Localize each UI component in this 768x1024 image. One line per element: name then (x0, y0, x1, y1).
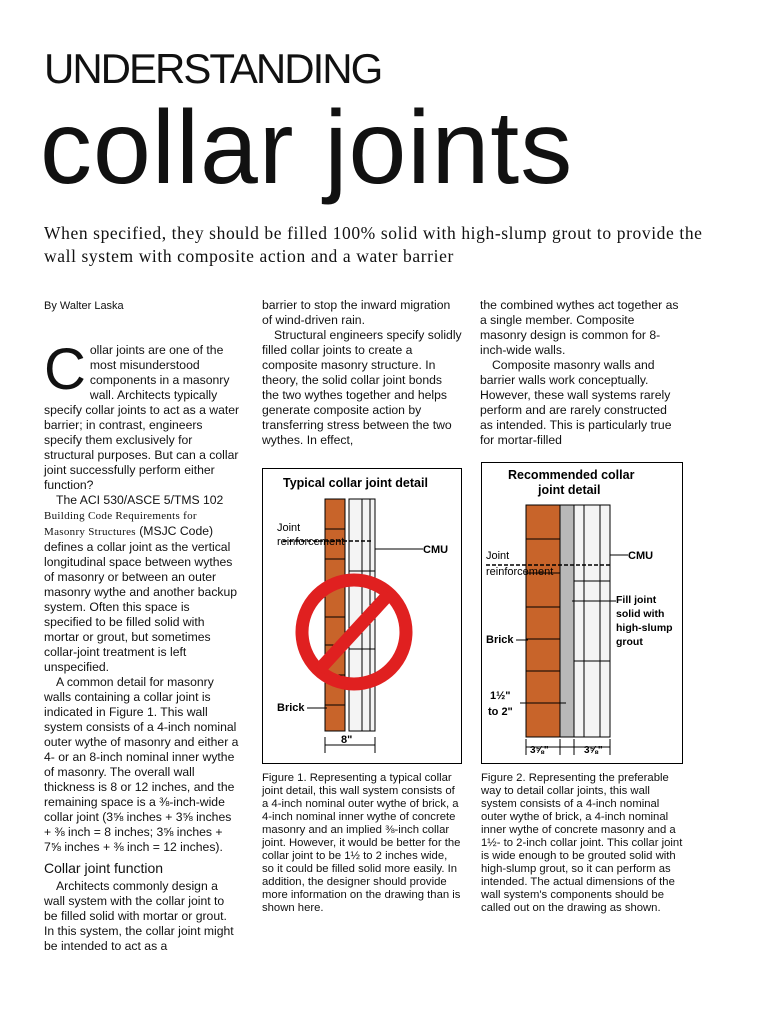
label-dim-right: 3⅝" (584, 745, 603, 756)
paragraph-common-detail: A common detail for masonry walls containing a collar joint is indicated in Figure 1. This wall system consists of a 4-inch nominal outer wythe of masonry and either a 4- or an 8-inch nominal inner wythe of masonry. The overall wall thickness is 8 or 12 inches, and the remaining space is a ⅜-inch-wide collar joint (3⅝ inches + 3⅝ inches + ⅜ inch = 8 inches; 3⅝ inches + 7⅝ inches + ⅜ inch = 12 inches). (44, 675, 239, 854)
figure-1 (262, 468, 462, 764)
label-fill-2: solid with (616, 608, 665, 620)
brick-wythe (325, 499, 345, 731)
label-fill-4: grout (616, 636, 643, 648)
figure-2 (481, 462, 683, 764)
label-gap-1: 1½" (490, 690, 511, 702)
figure-2-title-line-1: Recommended collar (508, 468, 635, 482)
grout-fill (560, 505, 574, 737)
byline: By Walter Laska (44, 300, 124, 312)
label-dim-left: 3⅝" (530, 745, 549, 756)
label-fill-1: Fill joint (616, 594, 657, 606)
label-dimension: 8" (341, 734, 353, 746)
paragraph-composite: the combined wythes act together as a single member. Composite masonry design is common for 8-inch-wide walls. (480, 298, 679, 357)
paragraph-function: Architects commonly design a wall system with the collar joint to be filled solid with mortar or grout. In this system, the collar joint might be intended to act as a (44, 879, 234, 953)
label-reinforcement: reinforcement (277, 536, 345, 548)
intro-text: ollar joints are one of the most misunderstood components in a masonry wall. Architects typically specify collar joints to act as a water barrier; in contrast, engineers specify them exclusively for structural purposes. But can a collar joint successfully perform either function? (44, 343, 240, 492)
msjc-text-b: (MSJC Code) defines a collar joint as the vertical longitudinal space between wythes of masonry or between an outer masonry wythe and another backup system. Often this space is specified to be filled solid with mortar or grout, but sometimes collar-joint treatment is left unspecified. (44, 524, 238, 674)
paragraph-msjc (44, 493, 240, 675)
drop-cap: C (44, 337, 86, 402)
label-reinforcement: reinforcement (486, 566, 554, 578)
section-subhead: Collar joint function (44, 860, 164, 876)
msjc-code-title: Building Code Requirements for Masonry Structures (44, 510, 197, 538)
label-cmu: CMU (423, 544, 449, 556)
brick-wythe (526, 505, 560, 737)
cmu-wythe (574, 505, 610, 737)
intro-paragraph (44, 337, 240, 493)
figure-1-drawing (263, 469, 461, 763)
figure-2-drawing (482, 463, 682, 763)
column-3 (480, 298, 680, 448)
article-kicker: UNDERSTANDING (44, 45, 382, 92)
label-brick: Brick (486, 634, 514, 646)
label-gap-2: to 2" (488, 706, 513, 718)
column-2 (262, 298, 462, 448)
article-title: collar joints (40, 90, 574, 206)
figure-2-title-line-2: joint detail (538, 483, 601, 497)
label-cmu: CMU (628, 550, 654, 562)
figure-1-title: Typical collar joint detail (283, 476, 428, 490)
paragraph-barrier: barrier to stop the inward migration of wind-driven rain. (262, 298, 451, 327)
article-dek: When specified, they should be filled 100% solid with high-slump grout to provide the wall system with composite action and a water barrier (44, 223, 703, 266)
label-fill-3: high-slump (616, 622, 673, 634)
label-brick: Brick (277, 702, 305, 714)
label-joint: Joint (277, 522, 301, 534)
msjc-text-a: The ACI 530/ASCE 5/TMS 102 (56, 493, 224, 507)
column-1 (44, 337, 240, 954)
label-joint: Joint (486, 550, 510, 562)
figure-2-caption: Figure 2. Representing the preferable way to detail collar joints, this wall system consists of a 4-inch nominal outer wythe of brick, a 4-inch nominal inner wythe of concrete masonry and a 1½- to 2-inch collar joint. This collar joint is wide enough to be grouted solid with high-slump grout, so it can perform as intended. The actual dimensions of the wall system's components should be called out on the drawing as shown. (481, 772, 683, 914)
figure-1-caption: Figure 1. Representing a typical collar joint detail, this wall system consists of a 4-inch nominal outer wythe of brick, a 4-inch nominal inner wythe of concrete masonry and an implied ⅜-inch collar joint. However, it would be better for the collar joint to be 1½ to 2 inches wide, so it could be filled solid more easily. In addition, the designer should provide more information on the drawing than is shown here. (262, 772, 461, 914)
paragraph-conceptual: Composite masonry walls and barrier walls work conceptually. However, these wall systems rarely perform and are rarely constructed as intended. This is particularly true for mortar-filled (480, 358, 672, 447)
paragraph-structural: Structural engineers specify solidly filled collar joints to create a composite masonry structure. In theory, the solid collar joint bonds the two wythes together and helps generate composite action by transferring stress between the two wythes. In effect, (262, 328, 462, 447)
